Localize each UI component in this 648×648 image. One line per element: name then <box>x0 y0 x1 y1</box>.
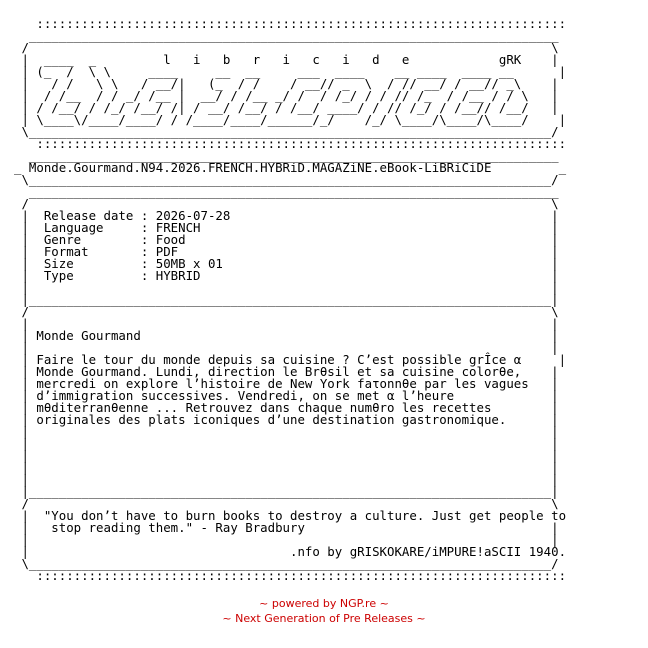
nfo-line: ::::::::::::::::::::::::::::::::::::::::::::::::::::::::::::::::::::::: <box>14 16 567 31</box>
nfo-logo-line: | \____\/____/____/ / /____/____/______/_/ /_/ \____/\____/\____/ | <box>14 112 567 127</box>
nfo-line: / \ <box>14 304 559 319</box>
description-line: | d’immigration successives. Vendredi, on se met α l’heure | <box>14 388 559 403</box>
nfo-line: _______________________________________________________________________ <box>14 148 559 163</box>
footer <box>0 596 648 626</box>
nfo-logo-line: | ____ _ l i b r i c i d e gRK | <box>14 52 559 67</box>
nfo-line: ::::::::::::::::::::::::::::::::::::::::::::::::::::::::::::::::::::::: <box>14 136 567 151</box>
nfo-credit: | .nfo by gRISKOKARE/iMPURE!aSCII 1940. <box>14 544 567 559</box>
genre-row: | Genre : Food | <box>14 232 559 247</box>
format-row: | Format : PDF | <box>14 244 559 259</box>
description-line: | Monde Gourmand. Lundi, direction le Brθsil et sa cuisine colorθe, | <box>14 364 559 379</box>
nfo-line: | | <box>14 532 559 547</box>
size-row: | Size : 50MB x 01 | <box>14 256 559 271</box>
language-row: | Language : FRENCH | <box>14 220 559 235</box>
release-name: _ Monde.Gourmand.N94.2026.FRENCH.HYBRiD.MAGAZiNE.eBook-LiBRiCiDE _ <box>14 160 567 175</box>
description-line: | Faire le tour du monde depuis sa cuisine ? C’est possible grÎce α | <box>14 352 567 367</box>
nfo-text-block <box>14 18 566 582</box>
nfo-line: | | <box>14 436 559 451</box>
nfo-line: _______________________________________________________________________ <box>14 28 559 43</box>
nfo-line: | | <box>14 340 559 355</box>
nfo-logo-line: | / / \ \ / __/| (_ / / / __// _ \ / // __/ / __// _\ | <box>14 76 559 91</box>
nfo-line: / \ <box>14 40 559 55</box>
description-line: | mθditerranθenne ... Retrouvez dans chaque numθro les recettes | <box>14 400 559 415</box>
nfo-line: \______________________________________________________________________/ <box>14 172 559 187</box>
nfo-line: | | <box>14 448 559 463</box>
quote-line: | stop reading them." - Ray Bradbury | <box>14 520 559 535</box>
nfo-line: | | <box>14 316 559 331</box>
nfo-line: | | <box>14 280 559 295</box>
nfo-line: | | <box>14 460 559 475</box>
nfo-logo-line: | / /__/ / /_/ /__/ /| / __/ /__/ / /__/ ____/ / // /_/ / /__// /__/ | <box>14 100 559 115</box>
quote-line: | "You don’t have to burn books to destroy a culture. Just get people to <box>14 508 567 523</box>
nfo-line: |______________________________________________________________________| <box>14 292 559 307</box>
nfo-line: |______________________________________________________________________| <box>14 484 559 499</box>
nfo-line: \______________________________________________________________________/ <box>14 124 559 139</box>
nfo-line: _______________________________________________________________________ <box>14 184 559 199</box>
nfo-line: ::::::::::::::::::::::::::::::::::::::::::::::::::::::::::::::::::::::: <box>14 568 567 583</box>
description-line: | mercredi on explore l’histoire de New York faτonnθe par les vagues | <box>14 376 559 391</box>
nfo-line: | | <box>14 424 559 439</box>
description-title: | Monde Gourmand | <box>14 328 559 343</box>
powered-by-text: ~ powered by NGP.re ~ <box>259 597 389 610</box>
nfo-line: \______________________________________________________________________/ <box>14 556 559 571</box>
release-date-row: | Release date : 2026-07-28 | <box>14 208 559 223</box>
nfo-logo-line: | / /__ / / _/ /__ | __/ / /__ _/ / / /_/ / / // /_ / /__ / / \ | <box>14 88 559 103</box>
tagline-text: ~ Next Generation of Pre Releases ~ <box>222 612 426 625</box>
type-row: | Type : HYBRID | <box>14 268 559 283</box>
nfo-line: | | <box>14 472 559 487</box>
nfo-line: / \ <box>14 196 559 211</box>
description-line: | originales des plats iconiques d’une destination gastronomique. | <box>14 412 559 427</box>
nfo-logo-line: | (_ / \ \ ____ __ __ ___ ____ __ ____ ____ __ | <box>14 64 567 79</box>
nfo-line: / \ <box>14 496 559 511</box>
